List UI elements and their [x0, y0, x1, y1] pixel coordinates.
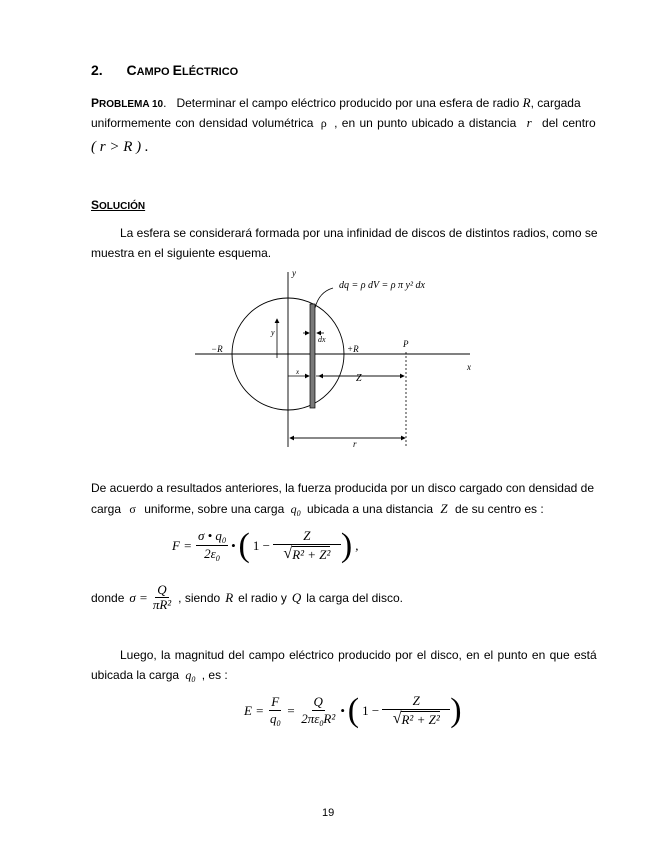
section-heading	[91, 62, 238, 78]
formula-f-lhs: F =	[172, 537, 192, 553]
para2-text-d: de su centro es :	[454, 502, 544, 516]
para3-line	[91, 583, 403, 612]
formula-field: E = $\frac{F}{q_0}$ = $\frac{Q}{2\pi\varepsilon_0R^2}$ • ( 1 − Z √ R² + Z² )	[244, 691, 462, 729]
problem-line-1: PROBLEMA 10. Determinar el campo eléctrico producido por una esfera de radio R, cargada	[91, 95, 581, 110]
solution-para-line-1: La esfera se considerará formada por una infinidad de discos de distintos radios, como se	[120, 226, 598, 240]
formula-e-lhs: E =	[244, 702, 264, 718]
dx-label: dx	[318, 335, 326, 344]
plus-r-label: +R	[347, 344, 359, 354]
para4-line-1: Luego, la magnitud del campo eléctrico producido por el disco, en el punto en que está	[120, 648, 597, 662]
para2-sigma: σ	[129, 502, 136, 516]
z-label: Z	[356, 373, 362, 384]
formula-e-f-fraction: $\frac{F}{q_0}$	[269, 693, 281, 728]
minus-r-label: −R	[211, 344, 223, 354]
para2-text-a: carga	[91, 502, 122, 516]
problem-text-2b: , en un punto ubicado a distancia	[334, 116, 517, 130]
problem-text-2a: uniformemente con densidad volumétrica	[91, 116, 314, 130]
r-label: r	[353, 439, 357, 449]
dq-leader-line	[315, 288, 333, 308]
x-label: x	[296, 368, 300, 376]
para4-text-a: ubicada la carga	[91, 668, 180, 682]
formula-e-z-fraction: Z √ R² + Z²	[382, 693, 450, 728]
para3-text-carga: la carga del disco.	[306, 590, 403, 605]
section-title-e: E	[172, 62, 182, 78]
formula-e-dot: •	[340, 702, 345, 718]
para2-Z: Z	[440, 501, 448, 516]
para3-Q: Q	[291, 589, 302, 605]
disk-slice	[310, 304, 315, 408]
formula-f-dot: •	[230, 537, 236, 553]
dq-formula: dq = ρ dV = ρ π y² dx	[339, 280, 425, 291]
para2-q0: $q_0$	[290, 502, 301, 518]
solution-para-line-2: muestra en el siguiente esquema.	[91, 246, 272, 260]
para2-line-2	[91, 502, 544, 521]
problem-label: PROBLEMA 10	[91, 96, 164, 110]
formula-f-z-fraction: Z √ R² + Z²	[273, 528, 341, 563]
para3-text-siendo: , siendo	[178, 590, 221, 605]
problem-text-2c: del centro	[542, 116, 596, 130]
y-axis-label: y	[292, 268, 296, 278]
section-title-c: C	[126, 62, 137, 78]
problem-text-1: Determinar el campo eléctrico producido por una esfera de radio	[176, 96, 520, 110]
y-label: y	[271, 328, 275, 337]
para4-text-b: , es :	[201, 668, 228, 682]
para4-line-2	[91, 668, 228, 687]
sphere-diagram	[195, 262, 485, 452]
section-title-e-rest: LÉCTRICO	[182, 66, 239, 78]
problem-rho: ρ	[320, 116, 327, 130]
formula-e-eq: =	[286, 702, 296, 718]
x-axis-label: x	[467, 362, 471, 372]
problem-line-2	[91, 116, 596, 130]
para3-fraction: $\frac{Q}{\text{πR²}}$	[152, 582, 172, 612]
para3-donde: donde	[91, 590, 125, 605]
page-number: 19	[322, 807, 335, 819]
formula-e-one-minus: 1 −	[362, 702, 380, 718]
section-number: 2.	[91, 62, 103, 78]
p-label: P	[403, 339, 409, 349]
formula-force: F = $\frac{\sigma • q_0}{2\varepsilon_0}$ • ( 1 − Z √ R² + Z² ) ,	[172, 526, 359, 564]
para4-q0: $q_0$	[185, 668, 196, 684]
para3-R: R	[225, 589, 234, 605]
section-title-c-rest: AMPO	[136, 66, 173, 78]
para2-line-1: De acuerdo a resultados anteriores, la fuerza producida por un disco cargado con densidad de	[91, 481, 594, 495]
para3-text-radio: el radio y	[238, 590, 287, 605]
problem-var-R: R	[522, 95, 531, 110]
formula-e-q-fraction: $\frac{Q}{2\pi\varepsilon_0R^2}$	[301, 693, 336, 728]
formula-f-comma: ,	[355, 537, 359, 553]
formula-f-one-minus: 1 −	[252, 537, 270, 553]
para3-sigma-eq: σ =	[129, 589, 148, 605]
problem-var-r: r	[526, 115, 532, 130]
formula-f-fraction: $\frac{\sigma • q_0}{2\varepsilon_0}$	[197, 528, 226, 563]
para2-text-b: uniforme, sobre una carga	[144, 502, 285, 516]
solution-heading: SOLUCIÓN	[91, 198, 146, 212]
problem-text-1-end: , cargada	[530, 96, 581, 110]
problem-condition: ( r > R ) .	[91, 139, 149, 155]
para2-text-c: ubicada a una distancia	[306, 502, 434, 516]
